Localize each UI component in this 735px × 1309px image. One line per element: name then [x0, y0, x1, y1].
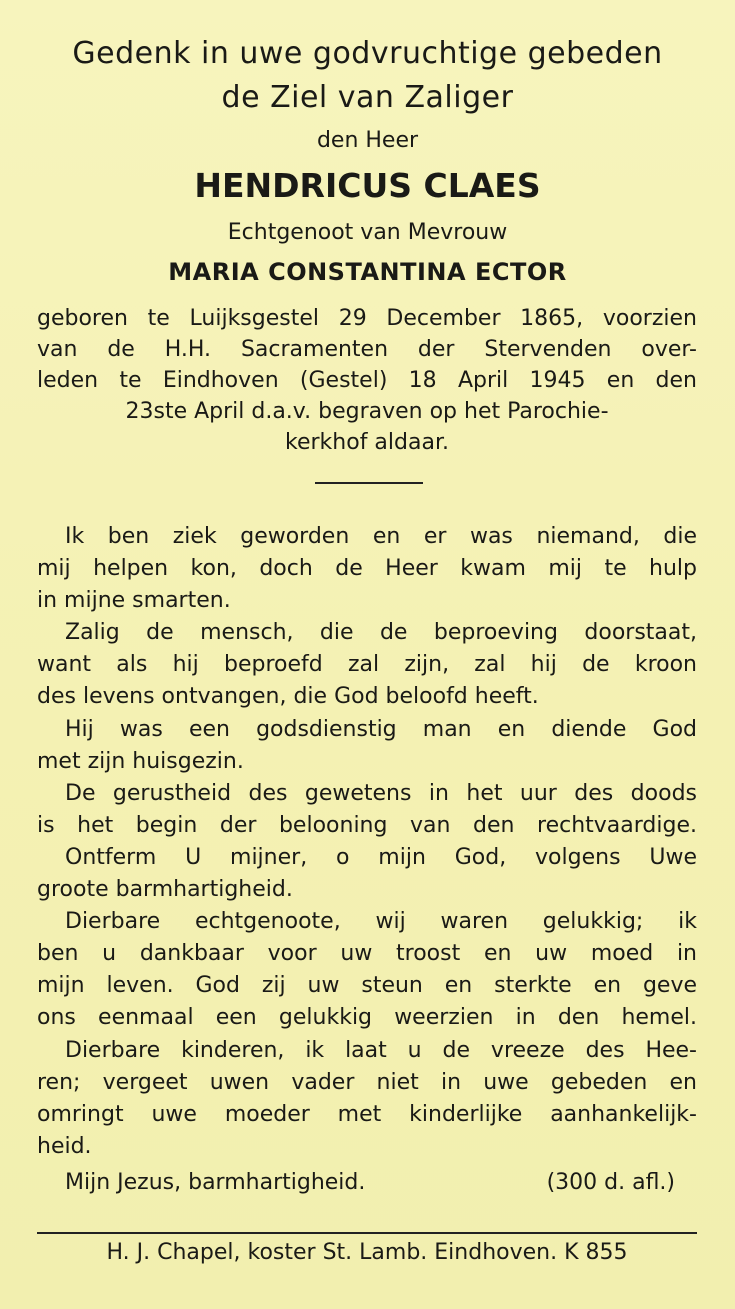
- verse-line: Ontferm U mijner, o mijn God, volgens Uwe: [65, 844, 697, 870]
- verse-line: groote barmhartigheid.: [37, 877, 293, 903]
- indulgence-note: (300 d. afl.): [546, 1170, 675, 1195]
- spouse-intro: Echtgenoot van Mevrouw: [227, 220, 508, 245]
- verse-line: in mijne smarten.: [37, 588, 231, 614]
- bio-line: van de H.H. Sacramenten der Stervenden over-: [37, 337, 697, 362]
- closing-line: [65, 1170, 675, 1195]
- verse-line: Zalig de mensch, die de beproeving doorstaat,: [65, 620, 697, 646]
- verse-line: omringt uwe moeder met kinderlijke aanhankelijk-: [37, 1101, 697, 1127]
- verse-line: heid.: [37, 1133, 92, 1159]
- printer-imprint: H. J. Chapel, koster St. Lamb. Eindhoven. K 855: [106, 1240, 628, 1265]
- heading-line-3: den Heer: [316, 128, 419, 153]
- verse-line: is het begin der belooning van den rechtvaardige.: [37, 812, 697, 838]
- verse-line: De gerustheid des gewetens in het uur des doods: [65, 780, 697, 806]
- verse-line: Hij was een godsdienstig man en diende God: [65, 716, 697, 742]
- long-divider: [37, 1232, 697, 1234]
- verse-line: met zijn huisgezin.: [37, 748, 244, 774]
- verse-line: want als hij beproefd zal zijn, zal hij de kroon: [37, 652, 697, 678]
- deceased-name: HENDRICUS CLAES: [194, 166, 541, 205]
- verse-line: mijn leven. God zij uw steun en sterkte en geve: [37, 973, 697, 999]
- verse-line: ben u dankbaar voor uw troost en uw moed in: [37, 941, 697, 967]
- bio-line: leden te Eindhoven (Gestel) 18 April 1945 en den: [37, 368, 697, 393]
- heading-line-2: de Ziel van Zaliger: [221, 80, 514, 115]
- verse-line: mij helpen kon, doch de Heer kwam mij te hulp: [37, 556, 697, 582]
- closing-prayer: Mijn Jezus, barmhartigheid.: [65, 1170, 366, 1195]
- verse-line: des levens ontvangen, die God beloofd heeft.: [37, 684, 539, 710]
- bio-line: 23ste April d.a.v. begraven op het Parochie-: [125, 399, 609, 424]
- biography: [37, 303, 697, 458]
- verse-line: ons eenmaal een gelukkig weerzien in den hemel.: [37, 1005, 697, 1031]
- short-divider: [315, 482, 423, 484]
- bio-line: kerkhof aldaar.: [285, 430, 449, 455]
- verse-line: ren; vergeet uwen vader niet in uwe gebeden en: [37, 1069, 697, 1095]
- verse-line: Dierbare kinderen, ik laat u de vreeze des Hee-: [65, 1037, 697, 1063]
- heading-line-1: Gedenk in uwe godvruchtige gebeden: [72, 36, 663, 71]
- verses: [37, 521, 697, 1163]
- spouse-name: MARIA CONSTANTINA ECTOR: [168, 258, 567, 286]
- verse-line: Ik ben ziek geworden en er was niemand, die: [65, 524, 697, 549]
- bio-line: geboren te Luijksgestel 29 December 1865, voorzien: [37, 306, 697, 331]
- verse-line: Dierbare echtgenoote, wij waren gelukkig; ik: [65, 909, 697, 935]
